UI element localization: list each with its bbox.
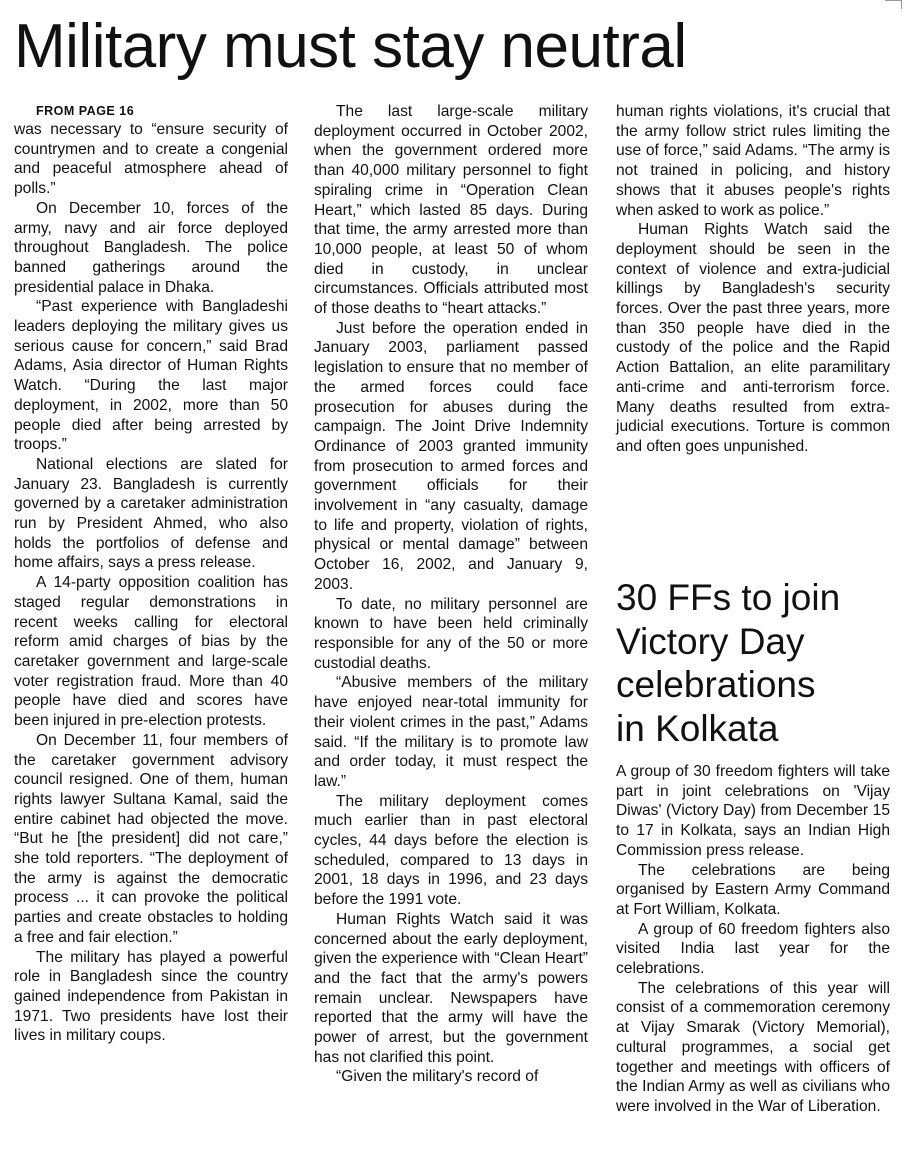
paragraph: “Abusive members of the military have enjoyed near-total immunity for their violent crimes in the past,” Adams said. “If the military is to promote law and order today, it must respect the law.” <box>314 674 588 790</box>
paragraph: A group of 60 freedom fighters also visited India last year for the celebrations. <box>616 920 890 978</box>
headline-line: Victory Day <box>616 620 805 662</box>
article-column-1 <box>14 102 288 1046</box>
paragraph: The military has played a powerful role in Bangladesh since the country gained independence from Pakistan in 1971. Two presidents have lost their lives in military coups. <box>14 948 288 1045</box>
paragraph: Human Rights Watch said it was concerned about the early deployment, given the experience with “Clean Heart” and the fact that the army's powers remain unclear. Newspapers have reported that the army will have the power of arrest, but the government has not clarified this point. <box>314 910 588 1066</box>
article-column-3 <box>616 102 890 457</box>
main-headline: Military must stay neutral <box>14 12 687 81</box>
paragraph: The military deployment comes much earlier than in past electoral cycles, 44 days before the election is scheduled, compared to 13 days in 2001, 18 days in 1996, and 23 days before the 1991 vote. <box>314 792 588 909</box>
paragraph: On December 10, forces of the army, navy and air force deployed throughout Bangladesh. The police banned gatherings around the presidential palace in Dhaka. <box>14 199 288 296</box>
sub-article-body <box>616 762 890 1117</box>
paragraph: Just before the operation ended in January 2003, parliament passed legislation to ensure that no member of the armed forces could face prosecution for abuses during the campaign. The Joint Drive Indemnity Ordinance of 2003 granted immunity from prosecution to armed forces and government officials for their involvement in “any casualty, damage to life and property, violation of rights, physical or mental damage” between October 16, 2002, and January 9, 2003. <box>314 319 588 593</box>
continuation-label: FROM PAGE 16 <box>36 104 135 118</box>
paragraph: A 14-party opposition coalition has staged regular demonstrations in recent weeks calling for electoral reform amid charges of bias by the caretaker government and large-scale voter registration fraud. More than 40 people have died and scores have been injured in pre-election protests. <box>14 574 288 730</box>
paragraph: was necessary to “ensure security of countrymen and to create a congenial and peaceful atmosphere ahead of polls.” <box>14 121 288 198</box>
paragraph: To date, no military personnel are known to have been held criminally responsible for any of the 50 or more custodial deaths. <box>314 595 588 672</box>
paragraph: human rights violations, it's crucial that the army follow strict rules limiting the use of force,” said Adams. “The army is not trained in policing, and history shows that it abuses people's rights when asked to work as police.” <box>616 103 890 219</box>
paragraph: “Past experience with Bangladeshi leaders deploying the military gives us serious cause for concern,” said Brad Adams, Asia director of Human Rights Watch. “During the last major deployment, in 2002, more than 50 people died after being arrested by troops.” <box>14 298 288 454</box>
paragraph: On December 11, four members of the caretaker government advisory council resigned. One of them, human rights lawyer Sultana Kamal, said the entire cabinet had objected the move. “But he [the president] did not care,” she told reporters. “The deployment of the army is against the democratic process ... it can provoke the political parties and create obstacles to holding a free and fair election.” <box>14 731 288 946</box>
headline-line: 30 FFs to join <box>616 577 841 618</box>
headline-line: in Kolkata <box>616 707 779 749</box>
article-column-2 <box>314 102 588 1087</box>
sub-article-headline <box>616 576 896 750</box>
paragraph: “Given the military's record of <box>336 1068 539 1086</box>
headline-line: celebrations <box>616 664 816 705</box>
paragraph: National elections are slated for January 23. Bangladesh is currently governed by a caretaker administration run by President Ahmed, who also holds the portfolios of defense and home affairs, says a press release. <box>14 455 288 572</box>
paragraph: The celebrations are being organised by Eastern Army Command at Fort William, Kolkata. <box>616 861 890 918</box>
paragraph: A group of 30 freedom fighters will take part in joint celebrations on 'Vijay Diwas' (Victory Day) from December 15 to 17 in Kolkata, says an Indian High Commission press release. <box>616 763 890 859</box>
paragraph: The last large-scale military deployment occurred in October 2002, when the government ordered more than 40,000 military personnel to fight spiraling crime in “Operation Clean Heart,” which lasted 85 days. During that time, the army arrested more than 10,000 people, at least 50 of whom died in custody, in unclear circumstances. Officials attributed most of those deaths to “heart attacks.” <box>314 103 588 318</box>
paragraph: Human Rights Watch said the deployment should be seen in the context of violence and extra-judicial killings by Bangladesh's security forces. Over the past three years, more than 350 people have died in the custody of the police and the Rapid Action Battalion, an elite paramilitary anti-crime and anti-terrorism force. Many deaths resulted from extra-judicial executions. Torture is common and often goes unpunished. <box>616 221 890 455</box>
paragraph: The celebrations of this year will consist of a commemoration ceremony at Vijay Smarak (Victory Memorial), cultural programmes, a social get together and meetings with officers of the Indian Army as well as civilians who were involved in the War of Liberation. <box>616 979 890 1115</box>
